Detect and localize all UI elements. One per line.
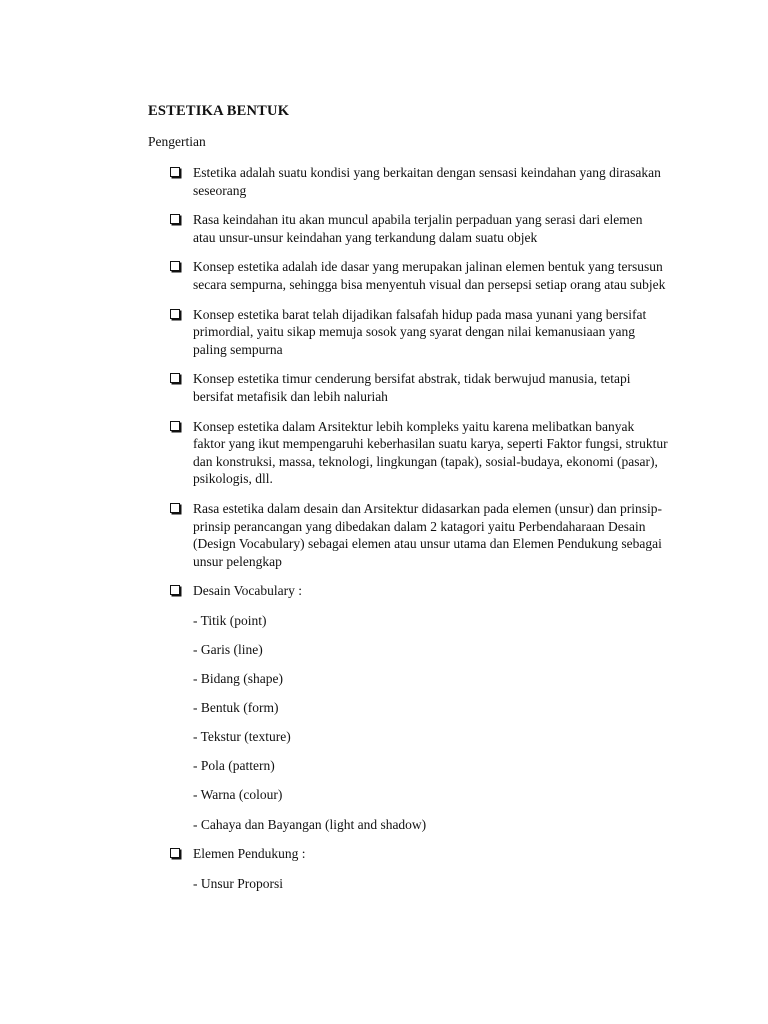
- bullet-item: [168, 418, 668, 488]
- section-heading: Pengertian: [148, 134, 206, 149]
- sub-list-item: - Pola (pattern): [193, 758, 275, 774]
- bullet-text: Konsep estetika barat telah dijadikan falsafah hidup pada masa yunani yang bersifat primordial, yaitu sikap memuja sosok yang syarat dengan nilai kemanusiaan yang paling sempurna: [193, 306, 647, 357]
- bullet-item: [168, 500, 668, 570]
- checkbox-bullet-icon: [170, 421, 180, 431]
- sub-list-item: - Bentuk (form): [193, 700, 279, 716]
- bullet-item: [168, 164, 668, 199]
- checkbox-bullet-icon: [170, 503, 180, 513]
- sub-list-item: - Titik (point): [193, 612, 267, 628]
- bullet-item: [168, 845, 668, 892]
- bullet-text: Elemen Pendukung :: [193, 846, 306, 862]
- sub-list: [193, 875, 668, 893]
- checkbox-bullet-icon: [170, 214, 180, 224]
- bullet-item: [168, 582, 668, 833]
- bullet-text: Konsep estetika adalah ide dasar yang merupakan jalinan elemen bentuk yang tersusun secara sempurna, sehingga bisa menyentuh visual dan persepsi setiap orang atau subjek: [193, 259, 666, 292]
- bullet-text: Konsep estetika dalam Arsitektur lebih kompleks yaitu karena melibatkan banyak faktor yang ikut mempengaruhi keberhasilan suatu karya, seperti Faktor fungsi, struktur dan konstruksi, massa, teknologi, lingkungan (tapak), sosial-budaya, ekonomi (pasar), psikologis, dll.: [193, 418, 668, 487]
- bullet-list: [168, 164, 668, 904]
- checkbox-bullet-icon: [170, 261, 180, 271]
- checkbox-bullet-icon: [170, 167, 180, 177]
- bullet-item: [168, 370, 668, 405]
- bullet-text: Konsep estetika timur cenderung bersifat abstrak, tidak berwujud manusia, tetapi bersifat metafisik dan lebih naluriah: [193, 371, 631, 404]
- sub-list-item: - Cahaya dan Bayangan (light and shadow): [193, 816, 427, 832]
- bullet-text: Estetika adalah suatu kondisi yang berkaitan dengan sensasi keindahan yang dirasakan seseorang: [193, 165, 661, 198]
- sub-list-item: - Tekstur (texture): [193, 729, 291, 745]
- sub-list-item: - Warna (colour): [193, 787, 283, 803]
- checkbox-bullet-icon: [170, 585, 180, 595]
- sub-list-item: - Unsur Proporsi: [193, 875, 283, 891]
- bullet-item: [168, 258, 668, 293]
- bullet-item: [168, 211, 668, 246]
- bullet-text: Rasa estetika dalam desain dan Arsitektur didasarkan pada elemen (unsur) dan prinsip-prinsip perancangan yang dibedakan dalam 2 katagori yaitu Perbendaharaan Desain (Design Vocabulary) sebagai elemen atau unsur utama dan Elemen Pendukung sebagai unsur pelengkap: [193, 500, 662, 569]
- sub-list-item: - Garis (line): [193, 641, 263, 657]
- document-title: ESTETIKA BENTUK: [148, 103, 290, 119]
- bullet-item: [168, 306, 668, 359]
- checkbox-bullet-icon: [170, 309, 180, 319]
- sub-list-item: - Bidang (shape): [193, 671, 283, 687]
- sub-list: [193, 612, 668, 833]
- bullet-text: Desain Vocabulary :: [193, 583, 302, 599]
- checkbox-bullet-icon: [170, 848, 180, 858]
- bullet-text: Rasa keindahan itu akan muncul apabila terjalin perpaduan yang serasi dari elemen atau unsur-unsur keindahan yang terkandung dalam suatu objek: [193, 212, 643, 245]
- checkbox-bullet-icon: [170, 373, 180, 383]
